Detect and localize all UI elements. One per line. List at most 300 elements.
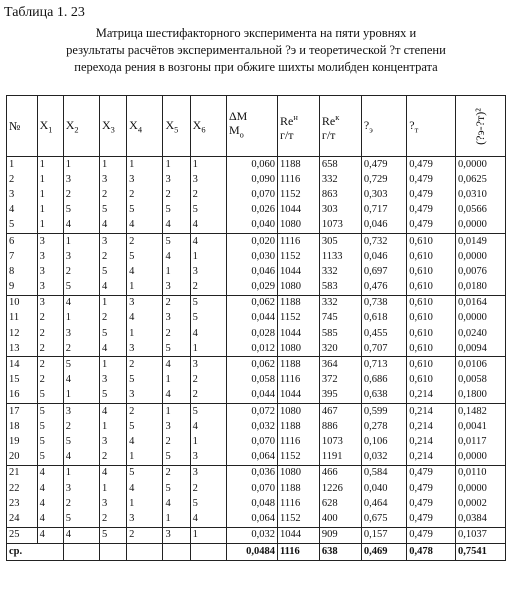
caption-line-2: результаты расчётов экспериментальной ?э и теоретической ?т степени bbox=[66, 43, 446, 57]
table-cell: 1 bbox=[37, 203, 63, 218]
table-cell: 3 bbox=[127, 388, 163, 404]
table-cell: 0,040 bbox=[361, 481, 406, 496]
table-cell: 2 bbox=[99, 311, 126, 326]
table-cell: 372 bbox=[319, 373, 361, 388]
table-cell: 2 bbox=[127, 357, 163, 373]
table-cell: 745 bbox=[319, 311, 361, 326]
table-cell: 0,675 bbox=[361, 511, 406, 527]
table-cell: 1 bbox=[163, 157, 190, 173]
table-row bbox=[7, 450, 506, 466]
table-cell: 5 bbox=[163, 450, 190, 466]
table-row bbox=[7, 311, 506, 326]
table-cell: 5 bbox=[163, 233, 190, 249]
table-cell: 1 bbox=[37, 187, 63, 202]
average-sq: 0,7541 bbox=[456, 543, 506, 560]
table-cell: 0,303 bbox=[361, 187, 406, 202]
table-body bbox=[7, 157, 506, 561]
table-cell: 0,0117 bbox=[456, 434, 506, 449]
table-cell: 0,1800 bbox=[456, 388, 506, 404]
table-cell: 3 bbox=[99, 233, 126, 249]
table-cell: 0,029 bbox=[226, 280, 277, 296]
table-cell: 4 bbox=[127, 264, 163, 279]
table-cell: 0,584 bbox=[361, 465, 406, 481]
table-row bbox=[7, 218, 506, 234]
col-x3-header: $X_3$ bbox=[99, 96, 126, 157]
table-cell: 0,0310 bbox=[456, 187, 506, 202]
table-cell: 1 bbox=[127, 450, 163, 466]
table-cell: 0,0058 bbox=[456, 373, 506, 388]
table-cell: 3 bbox=[190, 264, 226, 279]
table-cell: 0,0566 bbox=[456, 203, 506, 218]
table-cell: 0,0149 bbox=[456, 233, 506, 249]
table-cell: 1152 bbox=[277, 511, 319, 527]
table-cell: 4 bbox=[127, 218, 163, 234]
table-row bbox=[7, 280, 506, 296]
table-cell: 5 bbox=[190, 311, 226, 326]
table-row bbox=[7, 496, 506, 511]
table-cell: 0,0000 bbox=[456, 311, 506, 326]
table-cell: 1 bbox=[190, 157, 226, 173]
table-cell: 2 bbox=[99, 450, 126, 466]
table-row bbox=[7, 264, 506, 279]
table-cell: 0,214 bbox=[407, 419, 456, 434]
col-re-initial-header: $Re^н$ г/т bbox=[277, 96, 319, 157]
col-phi-exp-header: $?_э$ bbox=[361, 96, 406, 157]
table-cell: 0,0000 bbox=[456, 450, 506, 466]
table-cell: 0,0094 bbox=[456, 341, 506, 357]
table-cell: 0,464 bbox=[361, 496, 406, 511]
table-cell: 25 bbox=[7, 527, 38, 543]
empty-cell bbox=[163, 543, 190, 560]
table-row bbox=[7, 511, 506, 527]
table-cell: 4 bbox=[190, 233, 226, 249]
table-cell: 3 bbox=[190, 172, 226, 187]
table-cell: 320 bbox=[319, 341, 361, 357]
average-label: ср. bbox=[7, 543, 64, 560]
table-cell: 4 bbox=[63, 527, 99, 543]
table-cell: 0,070 bbox=[226, 481, 277, 496]
table-cell: 0,610 bbox=[407, 326, 456, 341]
table-cell: 2 bbox=[63, 341, 99, 357]
average-row bbox=[7, 543, 506, 560]
table-cell: 4 bbox=[99, 404, 126, 420]
table-cell: 0,020 bbox=[226, 233, 277, 249]
table-cell: 0,0180 bbox=[456, 280, 506, 296]
average-reh: 1116 bbox=[277, 543, 319, 560]
table-cell: 909 bbox=[319, 527, 361, 543]
table-cell: 0,610 bbox=[407, 341, 456, 357]
table-cell: 1080 bbox=[277, 465, 319, 481]
table-cell: 21 bbox=[7, 465, 38, 481]
table-cell: 628 bbox=[319, 496, 361, 511]
table-cell: 0,479 bbox=[361, 157, 406, 173]
table-cell: 1116 bbox=[277, 233, 319, 249]
table-cell: 0,044 bbox=[226, 388, 277, 404]
table-cell: 1152 bbox=[277, 450, 319, 466]
col-x4-header: $X_4$ bbox=[127, 96, 163, 157]
table-cell: 5 bbox=[7, 218, 38, 234]
table-cell: 0,032 bbox=[226, 527, 277, 543]
table-cell: 0,064 bbox=[226, 511, 277, 527]
table-cell: 2 bbox=[63, 496, 99, 511]
table-cell: 1 bbox=[7, 157, 38, 173]
empty-cell bbox=[127, 543, 163, 560]
table-cell: 2 bbox=[99, 249, 126, 264]
table-cell: 4 bbox=[190, 218, 226, 234]
table-cell: 5 bbox=[127, 203, 163, 218]
table-row bbox=[7, 172, 506, 187]
table-cell: 5 bbox=[99, 326, 126, 341]
table-cell: 24 bbox=[7, 511, 38, 527]
table-row bbox=[7, 481, 506, 496]
table-cell: 3 bbox=[163, 419, 190, 434]
table-cell: 0,1482 bbox=[456, 404, 506, 420]
table-cell: 1116 bbox=[277, 496, 319, 511]
table-cell: 2 bbox=[163, 295, 190, 311]
table-row bbox=[7, 373, 506, 388]
table-cell: 0,479 bbox=[407, 172, 456, 187]
table-cell: 0,618 bbox=[361, 311, 406, 326]
table-cell: 0,610 bbox=[407, 233, 456, 249]
table-cell: 2 bbox=[190, 187, 226, 202]
table-cell: 1188 bbox=[277, 357, 319, 373]
table-cell: 0,738 bbox=[361, 295, 406, 311]
table-row bbox=[7, 434, 506, 449]
table-cell: 1133 bbox=[319, 249, 361, 264]
table-cell: 0,046 bbox=[226, 264, 277, 279]
table-cell: 1080 bbox=[277, 218, 319, 234]
table-cell: 1 bbox=[190, 434, 226, 449]
table-cell: 0,0110 bbox=[456, 465, 506, 481]
table-row bbox=[7, 295, 506, 311]
table-cell: 1 bbox=[127, 326, 163, 341]
table-cell: 2 bbox=[190, 373, 226, 388]
table-cell: 0,479 bbox=[407, 465, 456, 481]
table-cell: 1 bbox=[37, 157, 63, 173]
table-cell: 0,060 bbox=[226, 157, 277, 173]
table-cell: 5 bbox=[163, 203, 190, 218]
table-cell: 0,106 bbox=[361, 434, 406, 449]
table-cell: 0,046 bbox=[361, 249, 406, 264]
table-cell: 0,012 bbox=[226, 341, 277, 357]
table-row bbox=[7, 341, 506, 357]
table-cell: 0,479 bbox=[407, 481, 456, 496]
table-cell: 0,610 bbox=[407, 264, 456, 279]
table-row bbox=[7, 465, 506, 481]
table-cell: 2 bbox=[63, 264, 99, 279]
table-cell: 3 bbox=[190, 450, 226, 466]
table-cell: 2 bbox=[127, 233, 163, 249]
table-cell: 0,638 bbox=[361, 388, 406, 404]
table-cell: 13 bbox=[7, 341, 38, 357]
table-cell: 4 bbox=[99, 280, 126, 296]
table-cell: 4 bbox=[99, 341, 126, 357]
col-number-header: № bbox=[7, 96, 38, 157]
table-cell: 1044 bbox=[277, 326, 319, 341]
table-cell: 1 bbox=[190, 249, 226, 264]
table-cell: 0,030 bbox=[226, 249, 277, 264]
table-cell: 332 bbox=[319, 172, 361, 187]
table-cell: 1 bbox=[99, 419, 126, 434]
table-cell: 0,048 bbox=[226, 496, 277, 511]
table-cell: 0,1037 bbox=[456, 527, 506, 543]
table-cell: 16 bbox=[7, 388, 38, 404]
table-row bbox=[7, 249, 506, 264]
table-cell: 0,032 bbox=[226, 419, 277, 434]
table-cell: 1 bbox=[127, 280, 163, 296]
table-cell: 395 bbox=[319, 388, 361, 404]
table-cell: 2 bbox=[99, 511, 126, 527]
table-row bbox=[7, 157, 506, 173]
table-cell: 4 bbox=[37, 527, 63, 543]
table-cell: 364 bbox=[319, 357, 361, 373]
table-cell: 2 bbox=[163, 465, 190, 481]
table-cell: 0,214 bbox=[407, 434, 456, 449]
table-cell: 5 bbox=[99, 264, 126, 279]
table-cell: 1 bbox=[163, 264, 190, 279]
table-cell: 2 bbox=[127, 527, 163, 543]
table-cell: 0,732 bbox=[361, 233, 406, 249]
average-dm: 0,0484 bbox=[226, 543, 277, 560]
table-cell: 2 bbox=[190, 481, 226, 496]
table-cell: 1 bbox=[163, 404, 190, 420]
table-cell: 0,479 bbox=[407, 511, 456, 527]
table-cell: 3 bbox=[127, 172, 163, 187]
average-phi-t: 0,478 bbox=[407, 543, 456, 560]
table-number: Таблица 1. 23 bbox=[4, 5, 85, 20]
table-cell: 0,062 bbox=[226, 295, 277, 311]
table-cell: 4 bbox=[163, 496, 190, 511]
col-x5-header: $X_5$ bbox=[163, 96, 190, 157]
table-cell: 5 bbox=[63, 511, 99, 527]
table-cell: 3 bbox=[37, 233, 63, 249]
average-phi-e: 0,469 bbox=[361, 543, 406, 560]
table-cell: 2 bbox=[190, 388, 226, 404]
table-cell: 3 bbox=[163, 527, 190, 543]
table-cell: 2 bbox=[37, 357, 63, 373]
table-cell: 17 bbox=[7, 404, 38, 420]
table-cell: 3 bbox=[127, 295, 163, 311]
col-squared-diff-header: (?э-?т)² bbox=[456, 96, 506, 157]
table-cell: 0,0000 bbox=[456, 218, 506, 234]
table-cell: 0,0000 bbox=[456, 157, 506, 173]
table-cell: 1 bbox=[99, 157, 126, 173]
table-cell: 4 bbox=[163, 249, 190, 264]
table-cell: 0,697 bbox=[361, 264, 406, 279]
table-cell: 0,046 bbox=[361, 218, 406, 234]
table-cell: 0,455 bbox=[361, 326, 406, 341]
table-cell: 1188 bbox=[277, 157, 319, 173]
table-cell: 4 bbox=[63, 295, 99, 311]
table-cell: 18 bbox=[7, 419, 38, 434]
table-cell: 3 bbox=[99, 373, 126, 388]
table-cell: 0,032 bbox=[361, 450, 406, 466]
table-cell: 1 bbox=[63, 233, 99, 249]
table-cell: 0,214 bbox=[407, 388, 456, 404]
table-cell: 2 bbox=[127, 187, 163, 202]
table-row bbox=[7, 187, 506, 202]
table-cell: 2 bbox=[37, 326, 63, 341]
table-cell: 1 bbox=[63, 465, 99, 481]
table-cell: 2 bbox=[163, 187, 190, 202]
table-cell: 4 bbox=[37, 481, 63, 496]
table-cell: 0,157 bbox=[361, 527, 406, 543]
table-cell: 0,0041 bbox=[456, 419, 506, 434]
table-cell: 0,0625 bbox=[456, 172, 506, 187]
table-cell: 3 bbox=[127, 341, 163, 357]
table-cell: 5 bbox=[190, 295, 226, 311]
table-cell: 0,599 bbox=[361, 404, 406, 420]
table-cell: 0,070 bbox=[226, 434, 277, 449]
table-cell: 2 bbox=[127, 404, 163, 420]
table-cell: 3 bbox=[163, 311, 190, 326]
table-row bbox=[7, 233, 506, 249]
table-cell: 2 bbox=[63, 187, 99, 202]
table-cell: 20 bbox=[7, 450, 38, 466]
table-cell: 2 bbox=[63, 419, 99, 434]
table-cell: 0,713 bbox=[361, 357, 406, 373]
table-cell: 5 bbox=[163, 481, 190, 496]
table-cell: 0,479 bbox=[407, 218, 456, 234]
table-cell: 4 bbox=[37, 496, 63, 511]
table-cell: 467 bbox=[319, 404, 361, 420]
table-cell: 3 bbox=[99, 172, 126, 187]
table-cell: 3 bbox=[163, 172, 190, 187]
table-cell: 4 bbox=[190, 511, 226, 527]
table-cell: 5 bbox=[37, 388, 63, 404]
table-cell: 9 bbox=[7, 280, 38, 296]
table-cell: 1044 bbox=[277, 264, 319, 279]
table-cell: 1044 bbox=[277, 203, 319, 218]
empty-cell bbox=[190, 543, 226, 560]
table-cell: 0,0076 bbox=[456, 264, 506, 279]
table-cell: 1226 bbox=[319, 481, 361, 496]
table-cell: 4 bbox=[37, 511, 63, 527]
table-cell: 1 bbox=[190, 527, 226, 543]
table-row bbox=[7, 419, 506, 434]
col-re-final-header: $Re^к$ г/т bbox=[319, 96, 361, 157]
table-cell: 0,070 bbox=[226, 187, 277, 202]
table-cell: 4 bbox=[99, 465, 126, 481]
table-cell: 1188 bbox=[277, 419, 319, 434]
table-cell: 3 bbox=[99, 434, 126, 449]
table-cell: 0,0002 bbox=[456, 496, 506, 511]
table-cell: 1152 bbox=[277, 311, 319, 326]
table-cell: 4 bbox=[37, 465, 63, 481]
table-cell: 0,610 bbox=[407, 311, 456, 326]
table-cell: 0,0240 bbox=[456, 326, 506, 341]
col-x1-header: $X_1$ bbox=[37, 96, 63, 157]
table-cell: 0,214 bbox=[407, 450, 456, 466]
table-cell: 1 bbox=[190, 341, 226, 357]
table-row bbox=[7, 357, 506, 373]
col-phi-theor-header: $?_т$ bbox=[407, 96, 456, 157]
table-cell: 10 bbox=[7, 295, 38, 311]
table-caption bbox=[2, 25, 510, 76]
table-cell: 303 bbox=[319, 203, 361, 218]
table-cell: 886 bbox=[319, 419, 361, 434]
table-cell: 3 bbox=[63, 249, 99, 264]
table-cell: 4 bbox=[190, 419, 226, 434]
table-cell: 1 bbox=[63, 157, 99, 173]
table-cell: 1188 bbox=[277, 481, 319, 496]
table-cell: 3 bbox=[127, 511, 163, 527]
table-cell: 2 bbox=[37, 373, 63, 388]
table-cell: 15 bbox=[7, 373, 38, 388]
table-cell: 5 bbox=[63, 434, 99, 449]
table-cell: 0,0164 bbox=[456, 295, 506, 311]
table-cell: 0,064 bbox=[226, 450, 277, 466]
table-cell: 3 bbox=[63, 404, 99, 420]
table-cell: 0,062 bbox=[226, 357, 277, 373]
table-cell: 0,0000 bbox=[456, 481, 506, 496]
table-cell: 4 bbox=[127, 434, 163, 449]
table-cell: 585 bbox=[319, 326, 361, 341]
empty-cell bbox=[63, 543, 99, 560]
table-cell: 1152 bbox=[277, 187, 319, 202]
col-x6-header: $X_6$ bbox=[190, 96, 226, 157]
table-cell: 8 bbox=[7, 264, 38, 279]
table-cell: 1 bbox=[99, 481, 126, 496]
table-cell: 4 bbox=[163, 218, 190, 234]
table-cell: 5 bbox=[190, 404, 226, 420]
table-cell: 583 bbox=[319, 280, 361, 296]
table-cell: 1 bbox=[37, 172, 63, 187]
table-cell: 0,717 bbox=[361, 203, 406, 218]
table-cell: 3 bbox=[37, 264, 63, 279]
table-cell: 5 bbox=[37, 404, 63, 420]
table-cell: 3 bbox=[99, 496, 126, 511]
table-cell: 863 bbox=[319, 187, 361, 202]
table-cell: 1152 bbox=[277, 249, 319, 264]
table-cell: 1116 bbox=[277, 373, 319, 388]
table-cell: 1191 bbox=[319, 450, 361, 466]
table-cell: 0,072 bbox=[226, 404, 277, 420]
table-cell: 4 bbox=[63, 373, 99, 388]
table-cell: 4 bbox=[63, 218, 99, 234]
header-row bbox=[7, 96, 506, 157]
experiment-matrix-table bbox=[6, 95, 506, 561]
table-cell: 0,090 bbox=[226, 172, 277, 187]
table-cell: 3 bbox=[37, 249, 63, 264]
table-cell: 658 bbox=[319, 157, 361, 173]
table-cell: 0,214 bbox=[407, 404, 456, 420]
table-cell: 0,479 bbox=[407, 157, 456, 173]
table-cell: 2 bbox=[190, 280, 226, 296]
table-cell: 400 bbox=[319, 511, 361, 527]
table-cell: 3 bbox=[63, 172, 99, 187]
table-cell: 5 bbox=[127, 465, 163, 481]
table-cell: 5 bbox=[127, 249, 163, 264]
table-cell: 0,707 bbox=[361, 341, 406, 357]
table-cell: 5 bbox=[63, 357, 99, 373]
table-cell: 0,610 bbox=[407, 373, 456, 388]
table-cell: 2 bbox=[99, 187, 126, 202]
table-cell: 3 bbox=[190, 357, 226, 373]
table-cell: 3 bbox=[37, 295, 63, 311]
table-cell: 12 bbox=[7, 326, 38, 341]
table-cell: 0,028 bbox=[226, 326, 277, 341]
col-x2-header: $X_2$ bbox=[63, 96, 99, 157]
table-cell: 0,686 bbox=[361, 373, 406, 388]
table-cell: 1188 bbox=[277, 295, 319, 311]
table-row bbox=[7, 404, 506, 420]
table-cell: 0,479 bbox=[407, 496, 456, 511]
table-cell: 305 bbox=[319, 233, 361, 249]
table-cell: 6 bbox=[7, 233, 38, 249]
table-cell: 0,610 bbox=[407, 280, 456, 296]
table-cell: 1 bbox=[63, 311, 99, 326]
